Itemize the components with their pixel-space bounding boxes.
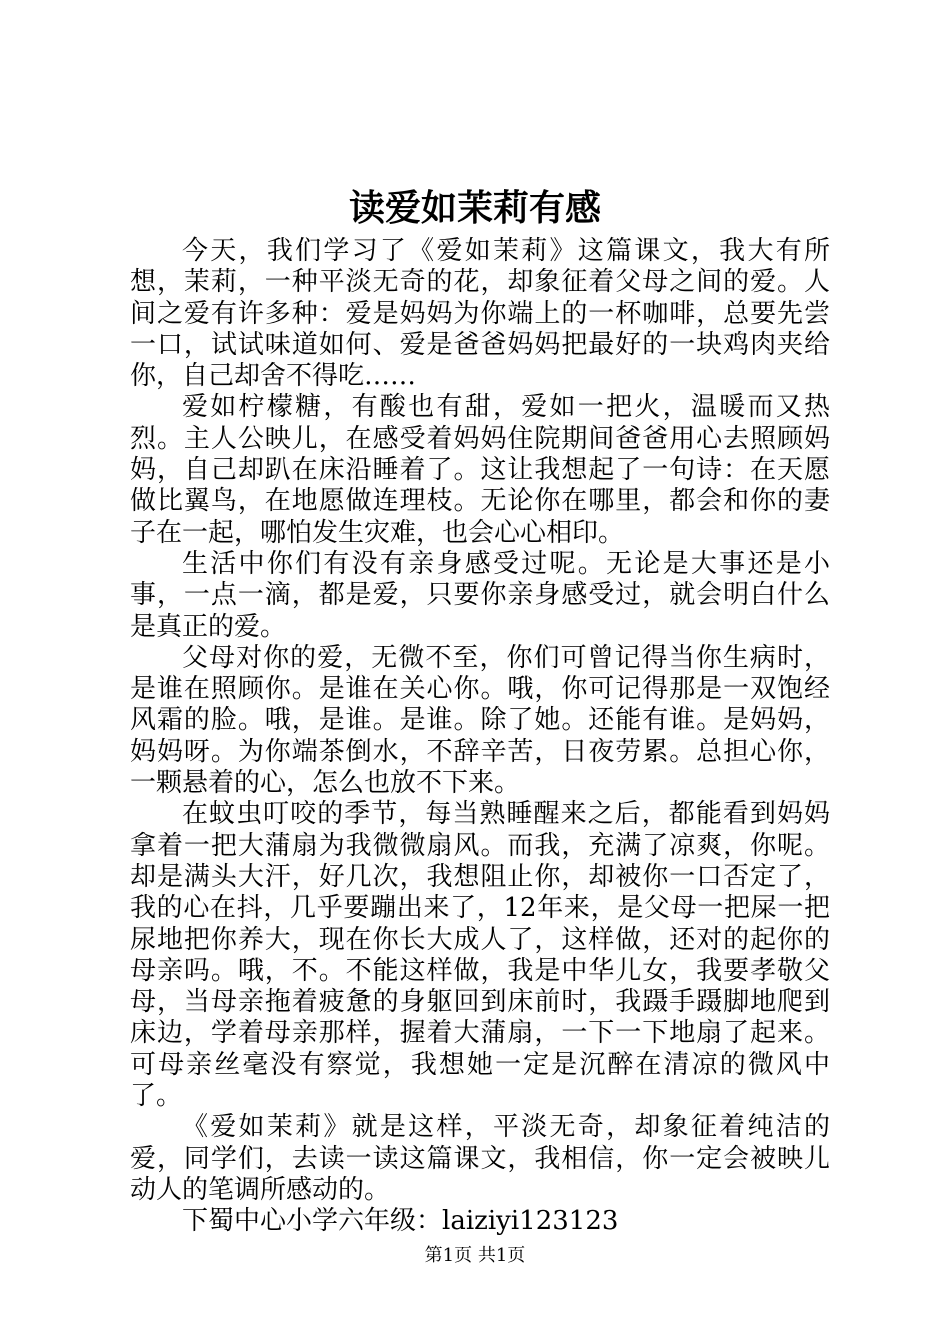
paragraph-1: 今天，我们学习了《爱如茉莉》这篇课文，我大有所想，茉莉，一种平淡无奇的花，却象征着父母之间的爱。人间之爱有许多种：爱是妈妈为你端上的一杯咖啡，总要先尝一口，试试味道如何、爱是爸爸妈妈把最好的一块鸡肉夹给你，自己却舍不得吃…… — [130, 236, 830, 392]
paragraph-4: 父母对你的爱，无微不至，你们可曾记得当你生病时，是谁在照顾你。是谁在关心你。哦，你可记得那是一双饱经风霜的脸。哦，是谁。是谁。除了她。还能有谁。是妈妈，妈妈呀。为你端茶倒水，不辞辛苦，日夜劳累。总担心你，一颗悬着的心，怎么也放不下来。 — [130, 642, 830, 799]
document-title: 读爱如茉莉有感 — [348, 187, 601, 229]
author-signature: 下蜀中心小学六年级：laiziyi123123 — [182, 1206, 619, 1237]
paragraph-3: 生活中你们有没有亲身感受过呢。无论是大事还是小事，一点一滴，都是爱，只要你亲身感受过，就会明白什么是真正的爱。 — [130, 548, 830, 642]
page-footer: 第1页 共1页 — [424, 1245, 526, 1266]
paragraph-6: 《爱如茉莉》就是这样，平淡无奇，却象征着纯洁的爱，同学们，去读一读这篇课文，我相信，你一定会被映儿动人的笔调所感动的。 — [130, 1112, 830, 1205]
paragraph-2: 爱如柠檬糖，有酸也有甜，爱如一把火，温暖而又热烈。主人公映儿，在感受着妈妈住院期间爸爸用心去照顾妈妈，自己却趴在床沿睡着了。这让我想起了一句诗：在天愿做比翼鸟，在地愿做连理枝。无论你在哪里，都会和你的妻子在一起，哪怕发生灾难，也会心心相印。 — [130, 392, 830, 548]
paragraph-5: 在蚊虫叮咬的季节，每当熟睡醒来之后，都能看到妈妈拿着一把大蒲扇为我微微扇风。而我，充满了凉爽，你呢。却是满头大汗，好几次，我想阻止你，却被你一口否定了，我的心在抖，几乎要蹦出来了，12年来，是父母一把屎一把尿地把你养大，现在你长大成人了，这样做，还对的起你的母亲吗。哦，不。不能这样做，我是中华儿女，我要孝敬父母，当母亲拖着疲惫的身躯回到床前时，我蹑手蹑脚地爬到床边，学着母亲那样，握着大蒲扇，一下一下地扇了起来。可母亲丝毫没有察觉，我想她一定是沉醉在清凉的微风中了。 — [130, 799, 830, 1112]
document-body — [130, 236, 830, 1238]
